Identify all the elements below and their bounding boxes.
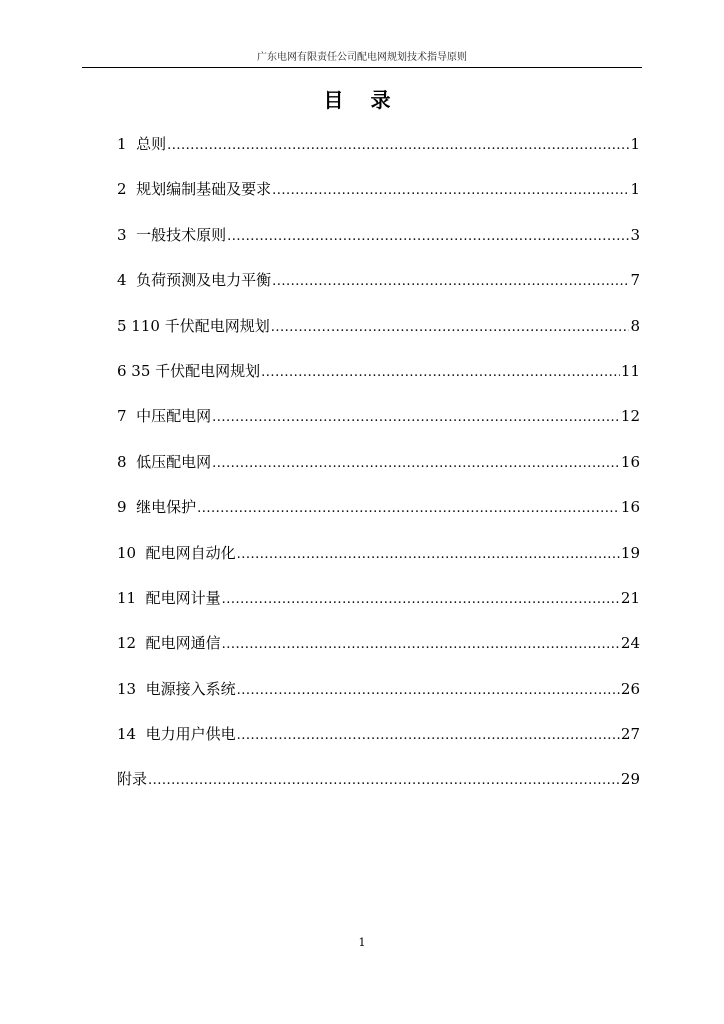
toc-entry-page: 26: [620, 679, 640, 698]
toc-leader-dots: [167, 133, 629, 159]
toc-leader-dots: [237, 723, 620, 749]
toc-entry[interactable]: [117, 131, 640, 176]
toc-entry-label: 9 继电保护: [117, 498, 197, 517]
toc-leader-dots: [148, 768, 620, 794]
toc-entry[interactable]: [117, 358, 640, 403]
page-number: 1: [358, 936, 366, 949]
toc-entry-label: 14 电力用户供电: [117, 725, 236, 744]
toc-entry-page: 1: [630, 180, 640, 199]
toc-entry-page: 21: [620, 588, 640, 607]
toc-entry[interactable]: [117, 540, 640, 585]
toc-leader-dots: [261, 360, 620, 386]
toc-entry[interactable]: [117, 449, 640, 494]
toc-entry-page: 12: [620, 407, 640, 426]
toc-entry-label: 6 35 千伏配电网规划: [117, 361, 261, 380]
page-title: 目 录: [323, 88, 401, 112]
toc-entry[interactable]: [117, 176, 640, 221]
toc-entry-page: 24: [620, 634, 640, 653]
toc-entry[interactable]: [117, 222, 640, 267]
toc-entry-page: 16: [620, 452, 640, 471]
toc-leader-dots: [272, 269, 629, 295]
toc-entry-page: 27: [620, 725, 640, 744]
toc-entry-label: 13 电源接入系统: [117, 679, 236, 698]
toc-entry[interactable]: [117, 630, 640, 675]
toc-entry-page: 11: [620, 361, 640, 380]
toc-entry[interactable]: [117, 313, 640, 358]
toc-leader-dots: [222, 632, 620, 658]
toc-leader-dots: [272, 178, 629, 204]
toc-entry-label: 4 负荷预测及电力平衡: [117, 271, 272, 290]
toc-leader-dots: [212, 451, 620, 477]
toc-entry-label: 1 总则: [117, 135, 167, 153]
toc-entry-label: 3 一般技术原则: [117, 225, 227, 244]
toc-entry[interactable]: [117, 494, 640, 539]
toc-leader-dots: [227, 224, 629, 250]
toc-entry-label: 附录: [117, 770, 148, 789]
toc-entry-label: 7 中压配电网: [117, 407, 212, 426]
toc-leader-dots: [237, 542, 620, 568]
toc-entry[interactable]: [117, 267, 640, 312]
toc-entry-page: 19: [620, 543, 640, 562]
toc-leader-dots: [212, 405, 620, 431]
toc-entry-page: 8: [630, 316, 640, 335]
toc-entry[interactable]: [117, 676, 640, 721]
toc-entry-page: 29: [620, 770, 640, 789]
toc-leader-dots: [197, 496, 620, 522]
toc-leader-dots: [271, 315, 630, 341]
toc-entry-label: 5 110 千伏配电网规划: [117, 316, 270, 335]
toc-entry-page: 3: [630, 225, 640, 244]
toc-entry-label: 12 配电网通信: [117, 634, 221, 653]
table-of-contents: [117, 131, 640, 812]
toc-entry[interactable]: [117, 585, 640, 630]
toc-entry-label: 11 配电网计量: [117, 588, 221, 607]
toc-entry-label: 10 配电网自动化: [117, 543, 236, 562]
toc-leader-dots: [237, 678, 620, 704]
toc-entry-page: 16: [620, 498, 640, 517]
toc-leader-dots: [222, 587, 620, 613]
toc-entry-label: 2 规划编制基础及要求: [117, 180, 272, 199]
toc-entry[interactable]: [117, 721, 640, 766]
toc-entry-page: 1: [630, 135, 640, 153]
toc-entry-label: 8 低压配电网: [117, 452, 212, 471]
toc-entry-page: 7: [630, 271, 640, 290]
running-header: 广东电网有限责任公司配电网规划技术指导原则: [257, 52, 467, 63]
toc-entry[interactable]: [117, 403, 640, 448]
header-rule: [82, 67, 642, 68]
toc-entry[interactable]: [117, 766, 640, 811]
